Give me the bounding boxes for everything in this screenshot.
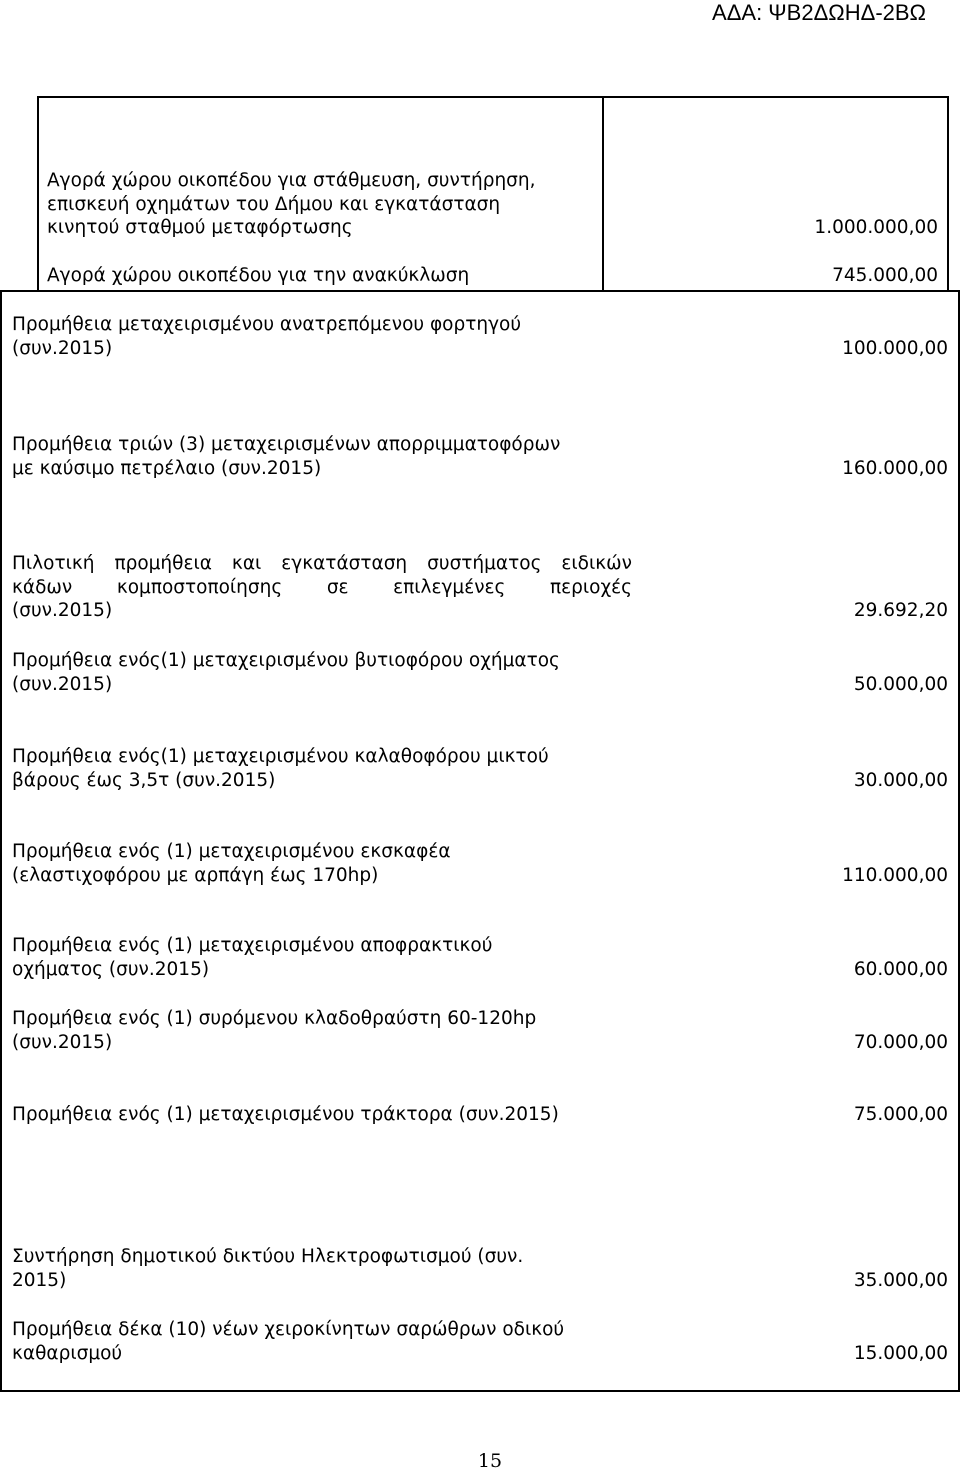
row-9-description: Προμήθεια ενός (1) μεταχειρισμένου αποφρακτικού οχήματος (συν.2015) (12, 935, 493, 980)
row-8-amount: 110.000,00 (842, 865, 948, 886)
row-3-amount: 100.000,00 (842, 338, 948, 359)
row-1-amount: 1.000.000,00 (814, 217, 938, 238)
row-2-amount: 745.000,00 (832, 265, 938, 286)
row-3-description: Προμήθεια μεταχειρισμένου ανατρεπόμενου φορτηγού (συν.2015) (12, 314, 522, 359)
row-4-amount: 160.000,00 (842, 458, 948, 479)
row-11-amount: 75.000,00 (853, 1104, 948, 1125)
row-5-description: Πιλοτική προμήθεια και εγκατάσταση συστήματος ειδικών κάδων κομποστοποίησης σε επιλεγμένες περιοχές (συν.2015) (12, 553, 632, 621)
row-9-amount: 60.000,00 (853, 959, 948, 980)
row-11-description: Προμήθεια ενός (1) μεταχειρισμένου τράκτορα (συν.2015) (12, 1104, 559, 1125)
row-6-description: Προμήθεια ενός(1) μεταχειρισμένου βυτιοφόρου οχήματος (συν.2015) (12, 650, 560, 695)
table-row-divider (0, 290, 960, 292)
row-12-amount: 35.000,00 (853, 1270, 948, 1291)
ada-header: ΑΔΑ: ΨΒ2ΔΩΗΔ-2ΒΩ (712, 0, 926, 25)
table-border-left-top (37, 96, 39, 290)
page-number: 15 (477, 1450, 503, 1472)
row-6-amount: 50.000,00 (853, 674, 948, 695)
table-border-right-top (947, 96, 949, 290)
row-10-amount: 70.000,00 (853, 1032, 948, 1053)
table-border-bottom (0, 1390, 960, 1392)
row-7-amount: 30.000,00 (853, 770, 948, 791)
row-13-description: Προμήθεια δέκα (10) νέων χειροκίνητων σαρώθρων οδικού καθαρισμού (12, 1319, 565, 1364)
row-8-description: Προμήθεια ενός (1) μεταχειρισμένου εκσκαφέα (ελαστιχοφόρου με αρπάγη έως 170hp) (12, 841, 451, 886)
row-5-amount: 29.692,20 (853, 600, 948, 621)
table-border-left (0, 290, 2, 1392)
row-7-description: Προμήθεια ενός(1) μεταχειρισμένου καλαθοφόρου μικτού βάρους έως 3,5τ (συν.2015) (12, 746, 549, 791)
table-border-top (37, 96, 949, 98)
row-1-description: Αγορά χώρου οικοπέδου για στάθμευση, συντήρηση, επισκευή οχημάτων του Δήμου και εγκατάσταση κινητού σταθμού μεταφόρτωσης (47, 170, 536, 238)
row-4-description: Προμήθεια τριών (3) μεταχειρισμένων απορριμματοφόρων με καύσιμο πετρέλαιο (συν.2015) (12, 434, 561, 479)
row-13-amount: 15.000,00 (853, 1343, 948, 1364)
row-2-description: Αγορά χώρου οικοπέδου για την ανακύκλωση (47, 265, 470, 286)
row-10-description: Προμήθεια ενός (1) συρόμενου κλαδοθραύστη 60-120hp (συν.2015) (12, 1008, 537, 1053)
row-12-description: Συντήρηση δημοτικού δικτύου Ηλεκτροφωτισμού (συν. 2015) (12, 1246, 524, 1291)
